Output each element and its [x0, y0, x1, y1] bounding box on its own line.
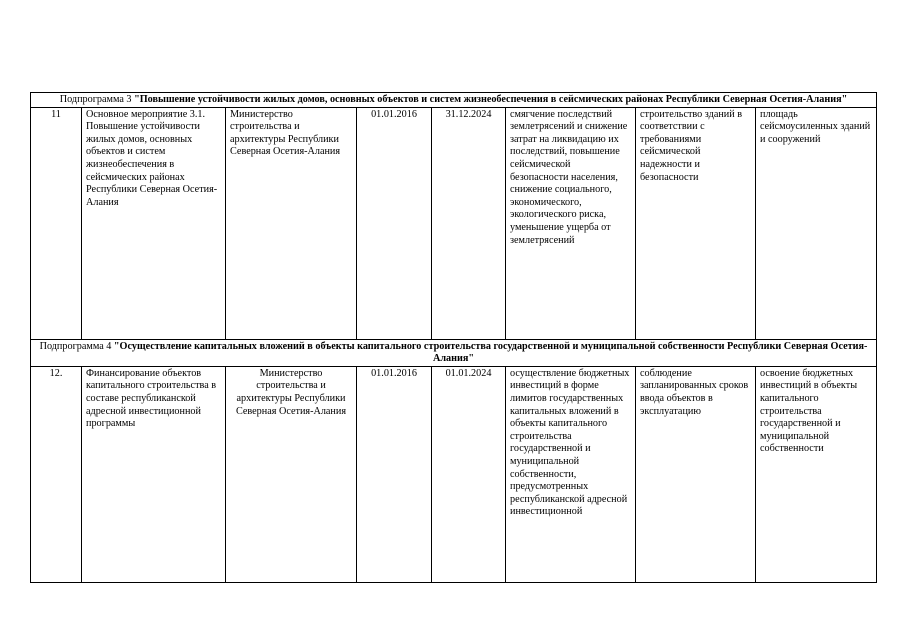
subprogram-4-name: "Осуществление капитальных вложений в объекты капитального строительства государственной и муниципальной собственности Республики Северная Осетия-Алания" — [113, 340, 868, 365]
end-date-cell: 01.01.2024 — [432, 366, 506, 582]
subprogram-4-title — [31, 339, 877, 366]
result-cell — [506, 107, 636, 339]
result-text: осуществление бюджетных инвестиций в форме лимитов государственных капитальных вложений в объекты капитального строительства государственной и муниципальной собственности, предусмотренных республиканской адресной инвестиционной — [510, 367, 630, 518]
row-number: 12. — [31, 366, 82, 582]
subprogram-3-name: "Повышение устойчивости жилых домов, основных объектов и систем жизнеобеспечения в сейсмических районах Республики Северная Осетия-Алания" — [134, 94, 848, 105]
start-date-cell: 01.01.2016 — [357, 366, 432, 582]
table-row — [31, 366, 877, 582]
result-text: смягчение последствий землетрясений и снижение затрат на ликвидацию их последствий, повышение сейсмической безопасности населения, снижение социального, экономического, экологического риска, уменьшение ущерба от землетрясений — [510, 108, 628, 246]
activity-cell: Основное мероприятие 3.1. Повышение устойчивости жилых домов, основных объектов и систем жизнеобеспечения в сейсмических районах Республики Северная Осетия-Алания — [82, 107, 226, 339]
program-table — [30, 92, 877, 583]
subprogram-3-header-row — [31, 93, 877, 108]
table-row — [31, 107, 877, 339]
subprogram-4-header-row — [31, 339, 877, 366]
end-date-cell: 31.12.2024 — [432, 107, 506, 339]
subprogram-3-title — [31, 93, 877, 108]
consequence-cell: строительство зданий в соответствии с требованиями сейсмической надежности и безопасности — [636, 107, 756, 339]
executor-cell: Министерство строительства и архитектуры Республики Северная Осетия-Алания — [226, 366, 357, 582]
consequence-cell: соблюдение запланированных сроков ввода объектов в эксплуатацию — [636, 366, 756, 582]
indicator-cell: площадь сейсмоусиленных зданий и сооружений — [756, 107, 877, 339]
result-cell — [506, 366, 636, 582]
subprogram-4-prefix: Подпрограмма 4 — [39, 340, 114, 352]
executor-cell: Министерство строительства и архитектуры Республики Северная Осетия-Алания — [226, 107, 357, 339]
activity-cell: Финансирование объектов капитального строительства в составе республиканской адресной инвестиционной программы — [82, 366, 226, 582]
start-date-cell: 01.01.2016 — [357, 107, 432, 339]
subprogram-3-prefix: Подпрограмма 3 — [59, 94, 135, 105]
indicator-cell: освоение бюджетных инвестиций в объекты капитального строительства государственной и муниципальной собственности — [756, 366, 877, 582]
row-number: 11 — [31, 107, 82, 339]
